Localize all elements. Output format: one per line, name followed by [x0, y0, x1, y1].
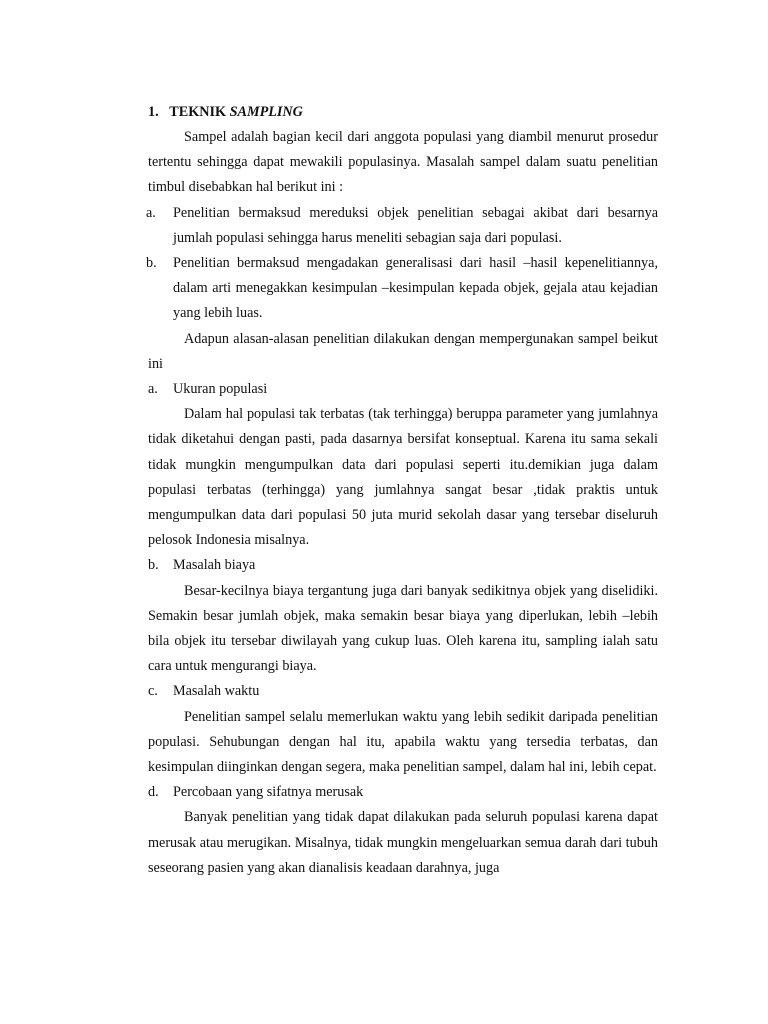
section-title-plain: TEKNIK — [169, 104, 227, 120]
subsection-body: Besar-kecilnya biaya tergantung juga dari banyak sedikitnya objek yang diselidiki. Semakin besar jumlah objek, maka semakin besar biaya yang diperlukan, lebih –lebih bila objek itu tersebar diwilayah yang cukup luas. Oleh karena itu, sampling ialah satu cara untuk mengurangi biaya. — [148, 582, 658, 675]
document-page — [148, 100, 658, 881]
section-title-italic: SAMPLING — [229, 104, 303, 120]
reason-text: Penelitian bermaksud mereduksi objek penelitian sebagai akibat dari besarnya jumlah populasi sehingga harus meneliti sebagian saja dari populasi. — [173, 204, 658, 246]
subsection-body: Banyak penelitian yang tidak dapat dilakukan pada seluruh populasi karena dapat merusak atau merugikan. Misalnya, tidak mungkin mengeluarkan semua darah dari tubuh seseorang pasien yang akan dianalisis keadaan darahnya, juga — [148, 809, 658, 876]
intro-paragraph: Sampel adalah bagian kecil dari anggota populasi yang diambil menurut prosedur tertentu sehingga dapat mewakili populasinya. Masalah sampel dalam suatu penelitian timbul disebabkan hal berikut ini : — [148, 129, 658, 196]
subsection-heading — [148, 377, 658, 402]
subsection-marker: b. — [148, 557, 159, 574]
subsection-heading — [148, 780, 658, 805]
subsection-marker: d. — [148, 784, 159, 801]
reason-item — [148, 201, 658, 251]
section-number: 1. — [148, 104, 159, 120]
reason-text: Penelitian bermaksud mengadakan generalisasi dari hasil –hasil kepenelitiannya, dalam arti menegakkan kesimpulan –kesimpulan kepada objek, gejala atau kejadian yang lebih luas. — [173, 255, 658, 322]
subsection-body: Penelitian sampel selalu memerlukan waktu yang lebih sedikit daripada penelitian populasi. Sehubungan dengan hal itu, apabila waktu yang tersedia terbatas, dan kesimpulan diinginkan dengan segera, maka penelitian sampel, dalam hal ini, lebih cepat. — [148, 708, 658, 776]
alasan-intro-paragraph: Adapun alasan-alasan penelitian dilakukan dengan mempergunakan sampel beikut ini — [148, 330, 658, 372]
subsection-marker: c. — [148, 683, 158, 700]
subsection-marker: a. — [148, 381, 158, 398]
subsection-title: Masalah waktu — [173, 683, 260, 700]
reason-marker: b. — [146, 255, 157, 272]
reason-marker: a. — [146, 204, 156, 221]
subsection-body: Dalam hal populasi tak terbatas (tak terhingga) beruppa parameter yang jumlahnya tidak diketahui dengan pasti, pada dasarnya bersifat konseptual. Karena itu sama sekali tidak mungkin mengumpulkan data dari populasi seperti itu.demikian juga dalam populasi terbatas (terhingga) yang jumlahnya sangat besar ,tidak praktis untuk mengumpulkan data dari populasi 50 juta murid sekolah dasar yang tersebar diseluruh pelosok Indonesia misalnya. — [148, 406, 658, 549]
subsection-heading — [148, 553, 658, 578]
subsection-title: Ukuran populasi — [173, 381, 268, 398]
reason-item — [148, 251, 658, 327]
subsection-heading — [148, 679, 658, 704]
subsection-title: Masalah biaya — [173, 557, 256, 574]
subsection-title: Percobaan yang sifatnya merusak — [173, 784, 364, 801]
section-heading — [148, 100, 658, 125]
